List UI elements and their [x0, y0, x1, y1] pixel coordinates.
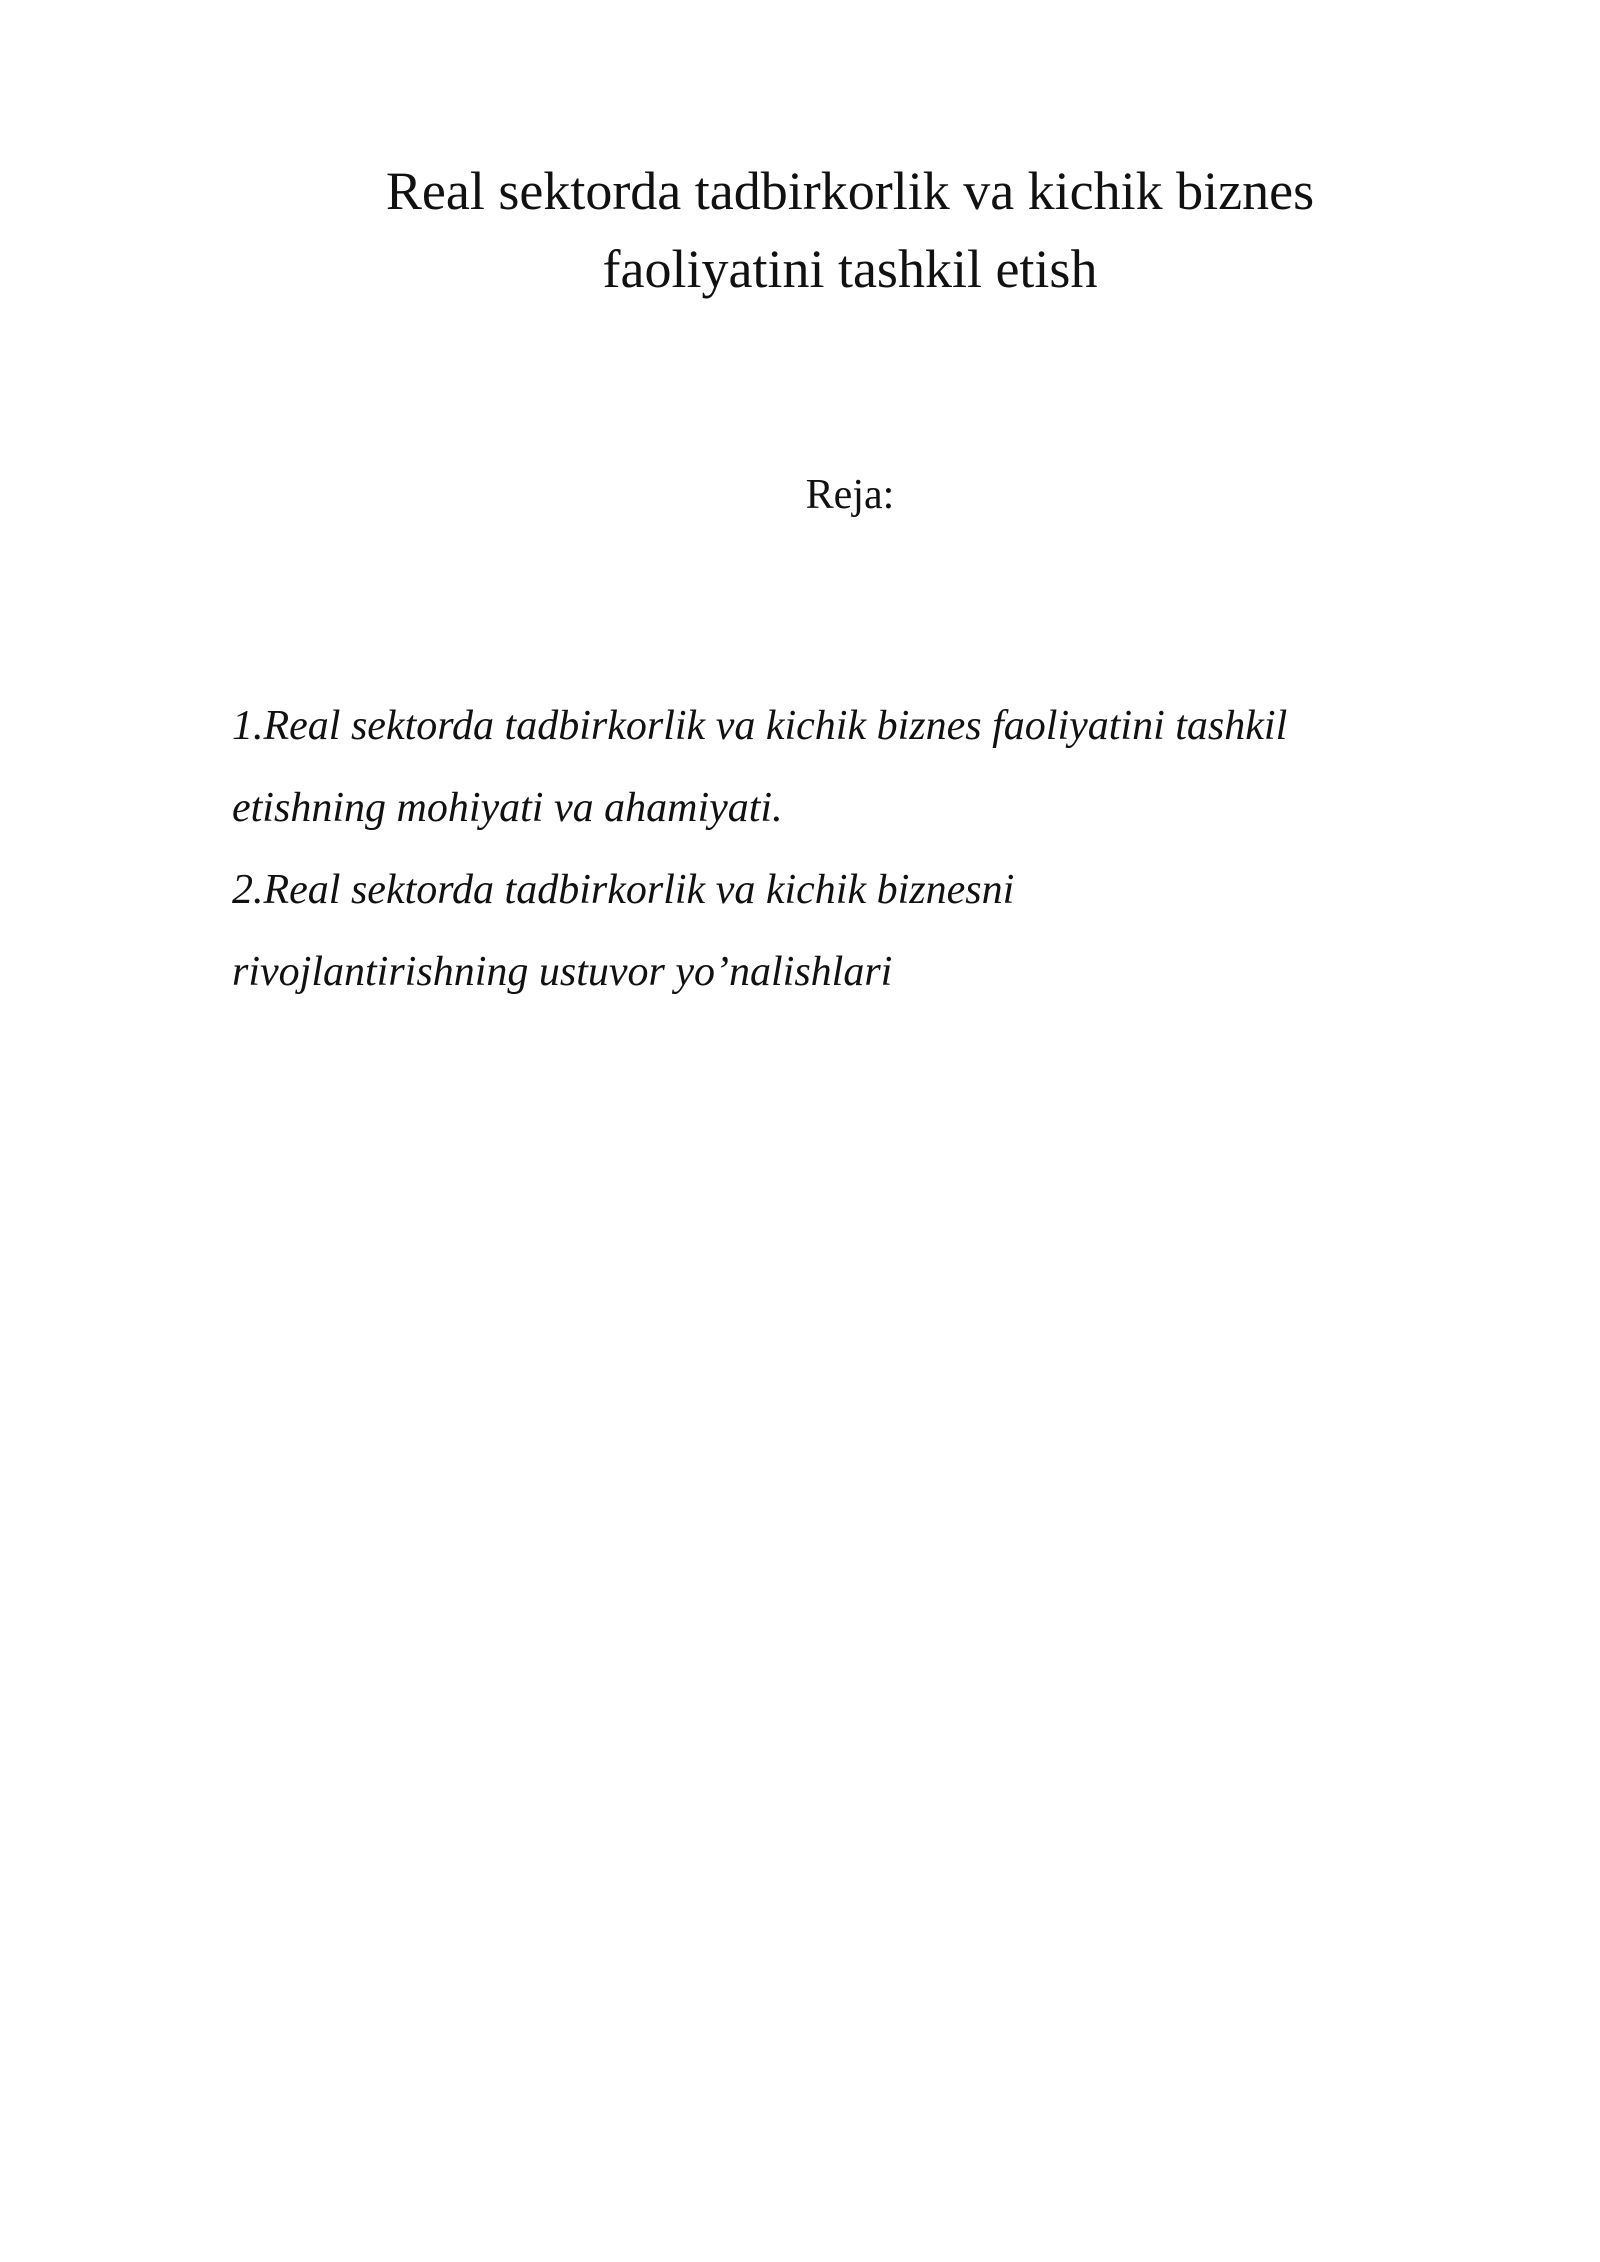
plan-heading: Reja:	[805, 472, 895, 518]
plan-item-2-line-2: rivojlantirishning ustuvor yo’nalishlari	[232, 949, 893, 995]
document-title-line-1: Real sektorda tadbirkorlik va kichik biznes	[385, 161, 1315, 221]
plan-item-1	[232, 685, 1492, 849]
plan-list	[232, 685, 1492, 1013]
plan-item-1-line-1: 1.Real sektorda tadbirkorlik va kichik biznes faoliyatini tashkil	[232, 703, 1288, 749]
plan-item-2-line-1: 2.Real sektorda tadbirkorlik va kichik biznesni	[232, 867, 1015, 913]
plan-item-2	[232, 849, 1492, 1013]
document-title	[250, 152, 1450, 308]
plan-item-1-line-2: etishning mohiyati va ahamiyati.	[232, 785, 783, 831]
document-title-line-2: faoliyatini tashkil etish	[602, 239, 1098, 299]
